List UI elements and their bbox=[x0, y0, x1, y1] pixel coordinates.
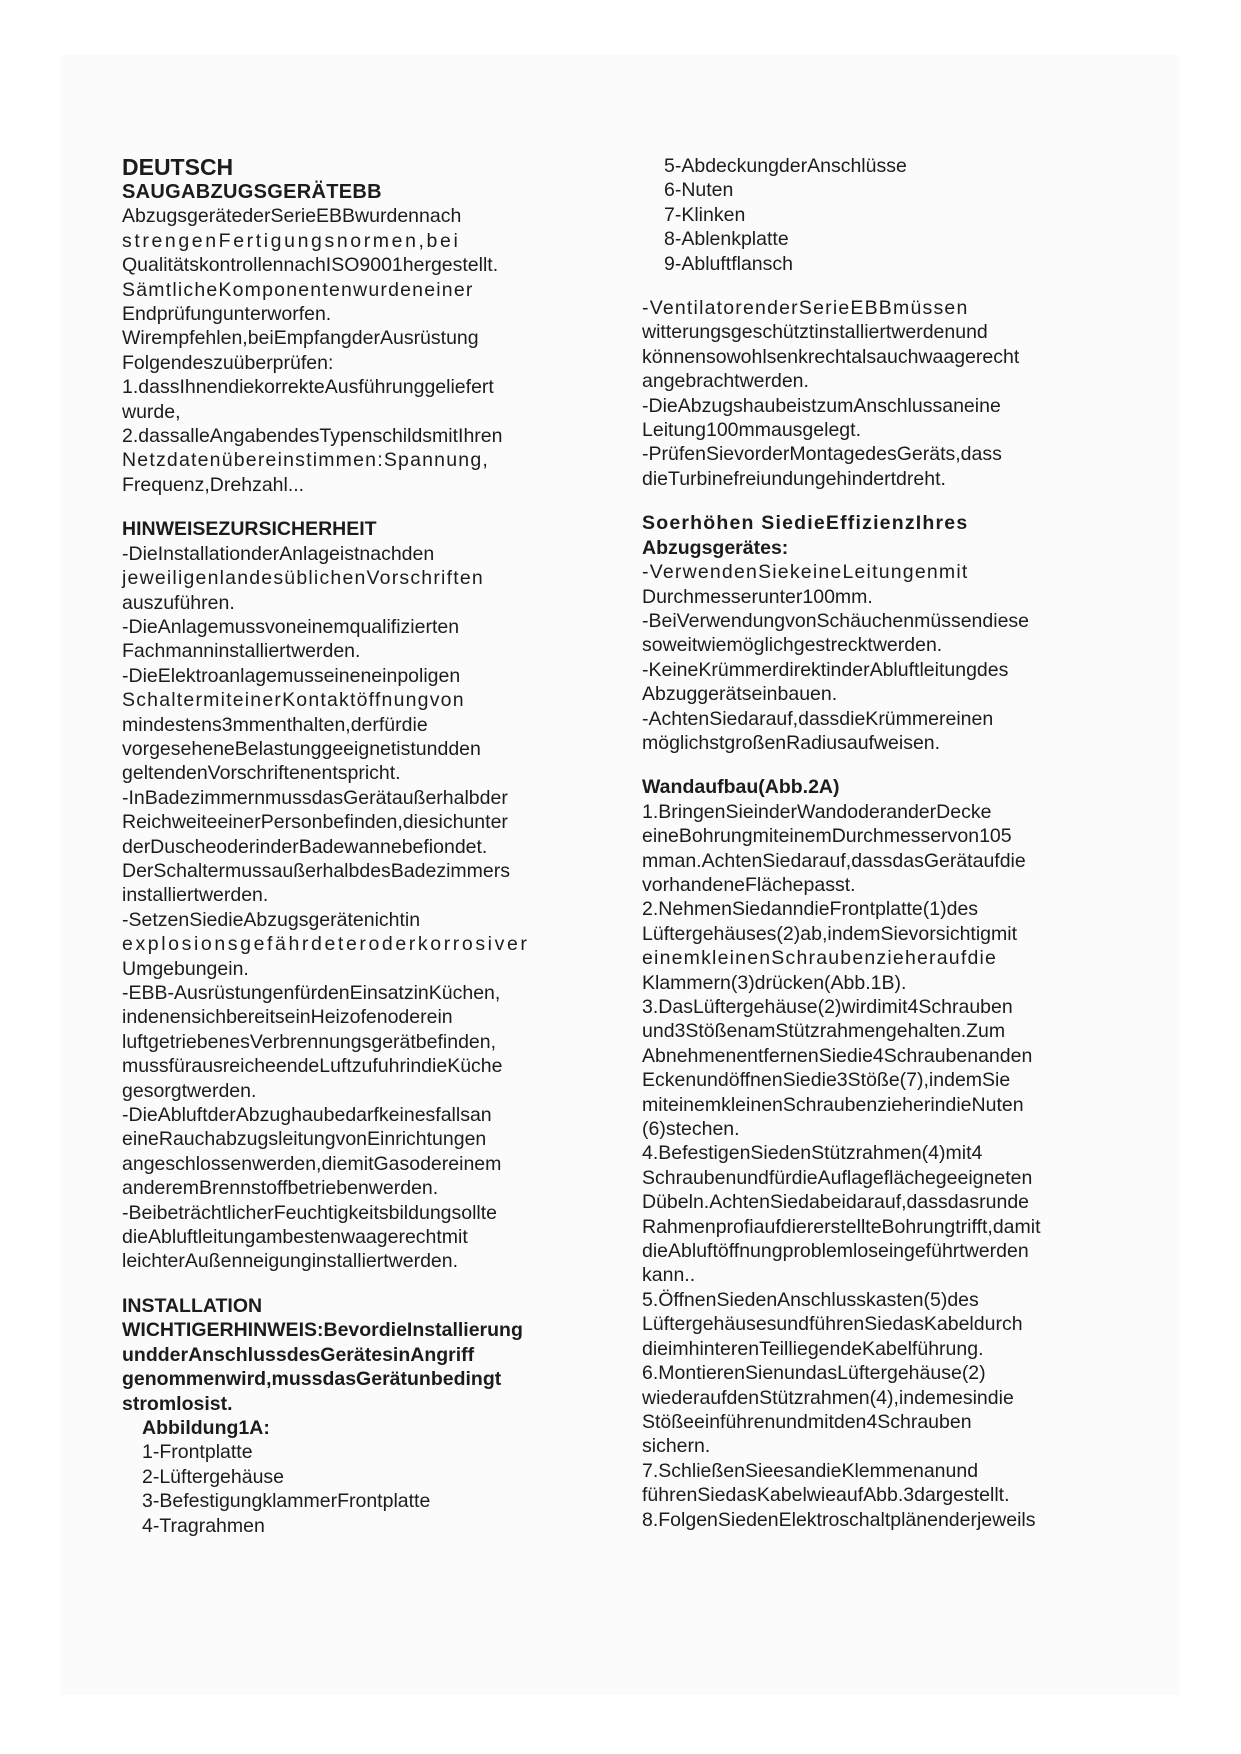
wall-line: eineBohrungmiteinemDurchmesservon105 bbox=[642, 825, 1012, 848]
wall-line: Dübeln.AchtenSiedabeidarauf,dassdasrunde bbox=[642, 1191, 1030, 1214]
safety-line: mindestens3mmenthalten,derfürdie bbox=[122, 713, 428, 736]
safety-line: derDuscheoderinderBadewannebefiondet. bbox=[122, 835, 488, 858]
safety-line: leichterAußenneigunginstalliertwerden. bbox=[122, 1250, 459, 1273]
figure-item: 7-Klinken bbox=[664, 203, 746, 226]
safety-line: geltendenVorschriftenentspricht. bbox=[122, 762, 401, 785]
wall-line: EckenundöffnenSiedie3Stöße(7),indemSie bbox=[642, 1069, 1011, 1092]
wall-line: 8.FolgenSiedenElektroschaltplänenderjeweils bbox=[642, 1508, 1036, 1531]
intro-line: Wirempfehlen,beiEmpfangderAusrüstung bbox=[122, 327, 479, 350]
safety-line: -BeibeträchtlicherFeuchtigkeitsbildungsollte bbox=[122, 1201, 498, 1224]
wall-line: (6)stechen. bbox=[642, 1118, 740, 1141]
wall-line: 5.ÖffnenSiedenAnschlusskasten(5)des bbox=[642, 1288, 979, 1311]
wall-line: LüftergehäusesundführenSiedasKabeldurch bbox=[642, 1313, 1023, 1336]
safety-line: jeweiligenlandesüblichenVorschriften bbox=[122, 567, 484, 590]
intro-line: SämtlicheKomponentenwurdeneiner bbox=[122, 278, 474, 301]
left-column bbox=[122, 154, 582, 1538]
figure-heading: Abbildung1A: bbox=[142, 1416, 270, 1439]
wall-mount-heading: Wandaufbau(Abb.2A) bbox=[642, 776, 840, 799]
wall-line: sichern. bbox=[642, 1435, 711, 1458]
safety-line: -EBB-AusrüstungenfürdenEinsatzinKüchen, bbox=[122, 982, 501, 1004]
warning-line: WICHTIGERHINWEIS:BevordieInstallierung bbox=[122, 1319, 523, 1342]
intro-line: Folgendeszuüberprüfen: bbox=[122, 351, 334, 374]
safety-line: auszuführen. bbox=[122, 591, 235, 614]
safety-line: Umgebungein. bbox=[122, 957, 249, 980]
language-title: DEUTSCH bbox=[122, 154, 234, 180]
safety-line: Fachmanninstalliertwerden. bbox=[122, 640, 361, 663]
wall-line: dieimhinterenTeilliegendeKabelführung. bbox=[642, 1337, 984, 1360]
intro-line: Endprüfungunterworfen. bbox=[122, 303, 332, 326]
safety-line: ReichweiteeinerPersonbefinden,diesichunter bbox=[122, 811, 508, 834]
efficiency-line: Durchmesserunter100mm. bbox=[642, 585, 873, 608]
notes-line: -VentilatorenderSerieEBBmüssen bbox=[642, 297, 969, 320]
wall-line: 1.BringenSieinderWandoderanderDecke bbox=[642, 800, 992, 823]
safety-line: indenensichbereitseinHeizofenoderein bbox=[122, 1006, 453, 1029]
notes-line: könnensowohlsenkrechtalsauchwaagerecht bbox=[642, 345, 1020, 368]
notes-line: Leitung100mmausgelegt. bbox=[642, 419, 861, 442]
wall-line: 2.NehmenSiedanndieFrontplatte(1)des bbox=[642, 898, 979, 921]
safety-line: -DieInstallationderAnlageistnachden bbox=[122, 542, 435, 565]
figure-item: 9-Abluftflansch bbox=[664, 252, 793, 275]
figure-item: 3-BefestigungklammerFrontplatte bbox=[142, 1490, 431, 1513]
wall-line: Klammern(3)drücken(Abb.1B). bbox=[642, 971, 907, 994]
safety-line: installiertwerden. bbox=[122, 884, 269, 907]
safety-line: -DieAbluftderAbzughaubedarfkeinesfallsan bbox=[122, 1104, 492, 1127]
efficiency-line: Abzuggerätseinbauen. bbox=[642, 683, 838, 706]
wall-line: einemkleinenSchraubenzieheraufdie bbox=[642, 947, 998, 970]
wall-line: 4.BefestigenSiedenStützrahmen(4)mit4 bbox=[642, 1142, 983, 1165]
wall-line: kann.. bbox=[642, 1264, 696, 1287]
safety-line: -DieAnlagemussvoneinemqualifizierten bbox=[122, 615, 460, 638]
safety-line: gesorgtwerden. bbox=[122, 1079, 257, 1102]
notes-line: witterungsgeschütztinstalliertwerdenund bbox=[642, 321, 988, 344]
warning-line: undderAnschlussdesGerätesinAngriff bbox=[122, 1343, 475, 1366]
intro-line: QualitätskontrollennachISO9001hergestellt. bbox=[122, 254, 499, 277]
warning-line: stromlosist. bbox=[122, 1392, 233, 1415]
safety-line: dieAbluftleitungambestenwaagerechtmit bbox=[122, 1226, 468, 1249]
efficiency-line: -BeiVerwendungvonSchäuchenmüssendiese bbox=[642, 609, 1030, 632]
intro-line: strengenFertigungsnormen,bei bbox=[122, 229, 461, 252]
figure-item: 1-Frontplatte bbox=[142, 1441, 253, 1464]
safety-line: vorgeseheneBelastunggeeignetistundden bbox=[122, 737, 481, 760]
notes-line: -DieAbzugshaubeistzumAnschlussaneine bbox=[642, 394, 1001, 417]
wall-line: 7.SchließenSieesandieKlemmenanund bbox=[642, 1459, 979, 1482]
wall-line: dieAbluftöffnungproblemloseingeführtwerden bbox=[642, 1240, 1029, 1263]
safety-line: -DieElektroanlagemusseineneinpoligen bbox=[122, 664, 461, 687]
safety-line: anderemBrennstoffbetriebenwerden. bbox=[122, 1177, 439, 1200]
figure-item: 5-AbdeckungderAnschlüsse bbox=[664, 155, 907, 177]
wall-line: vorhandeneFlächepasst. bbox=[642, 873, 856, 896]
safety-heading: HINWEISEZURSICHERHEIT bbox=[122, 518, 377, 541]
intro-line: Netzdatenübereinstimmen:Spannung, bbox=[122, 449, 489, 472]
safety-line: DerSchaltermussaußerhalbdesBadezimmers bbox=[122, 859, 510, 882]
wall-line: RahmenprofiaufdiererstellteBohrungtrifft,damit bbox=[642, 1215, 1041, 1238]
safety-line: explosionsgefährdeteroderkorrosiver bbox=[122, 933, 530, 956]
wall-line: mman.AchtenSiedarauf,dassdasGerätaufdie bbox=[642, 849, 1026, 872]
document-title: SAUGABZUGSGERÄTEBB bbox=[122, 181, 382, 203]
wall-line: AbnehmenentfernenSiedie4Schraubenanden bbox=[642, 1044, 1033, 1067]
right-column bbox=[642, 154, 1112, 1532]
safety-line: -InBadezimmernmussdasGerätaußerhalbder bbox=[122, 786, 508, 809]
wall-line: Lüftergehäuses(2)ab,indemSievorsichtigmit bbox=[642, 922, 1018, 945]
safety-line: -SetzenSiedieAbzugsgerätenichtin bbox=[122, 908, 421, 931]
safety-line: angeschlossenwerden,diemitGasodereinem bbox=[122, 1152, 502, 1175]
efficiency-line: -VerwendenSiekeineLeitungenmit bbox=[642, 561, 969, 584]
wall-line: führenSiedasKabelwieaufAbb.3dargestellt. bbox=[642, 1484, 1010, 1507]
efficiency-line: soweitwiemöglichgestrecktwerden. bbox=[642, 634, 943, 657]
warning-line: genommenwird,mussdasGerätunbedingt bbox=[122, 1368, 502, 1391]
efficiency-line: -KeineKrümmerdirektinderAbluftleitungdes bbox=[642, 658, 1009, 681]
wall-line: 3.DasLüftergehäuse(2)wirdimit4Schrauben bbox=[642, 996, 1013, 1018]
efficiency-heading: Soerhöhen SiedieEffizienzIhres bbox=[642, 512, 969, 535]
wall-line: 6.MontierenSienundasLüftergehäuse(2) bbox=[642, 1362, 986, 1385]
efficiency-heading-cont: Abzugsgerätes: bbox=[642, 536, 789, 559]
efficiency-line: -AchtenSiedarauf,dassdieKrümmereinen bbox=[642, 707, 994, 730]
wall-line: und3StößenamStützrahmengehalten.Zum bbox=[642, 1020, 1006, 1043]
installation-heading: INSTALLATION bbox=[122, 1294, 263, 1317]
safety-line: eineRauchabzugsleitungvonEinrichtungen bbox=[122, 1128, 487, 1151]
figure-item: 8-Ablenkplatte bbox=[664, 228, 789, 251]
wall-line: miteinemkleinenSchraubenzieherindieNuten bbox=[642, 1093, 1024, 1116]
figure-item: 6-Nuten bbox=[664, 179, 734, 202]
safety-line: SchaltermiteinerKontaktöffnungvon bbox=[122, 689, 465, 712]
intro-line: 1.dassIhnendiekorrekteAusführunggeliefert bbox=[122, 376, 494, 399]
figure-item: 4-Tragrahmen bbox=[142, 1514, 265, 1537]
intro-line: 2.dassalleAngabendesTypenschildsmitIhren bbox=[122, 425, 503, 448]
wall-line: Stößeeinführenundmitden4Schrauben bbox=[642, 1410, 972, 1433]
intro-line: wurde, bbox=[122, 400, 181, 423]
wall-line: wiederaufdenStützrahmen(4),indemesindie bbox=[642, 1386, 1014, 1409]
notes-line: -PrüfenSievorderMontagedesGeräts,dass bbox=[642, 443, 1002, 466]
intro-line: AbzugsgerätederSerieEBBwurdennach bbox=[122, 205, 462, 228]
intro-line: Frequenz,Drehzahl... bbox=[122, 473, 305, 496]
notes-line: angebrachtwerden. bbox=[642, 370, 809, 393]
safety-line: luftgetriebenesVerbrennungsgerätbefinden, bbox=[122, 1030, 497, 1053]
efficiency-line: möglichstgroßenRadiusaufweisen. bbox=[642, 731, 941, 754]
figure-item: 2-Lüftergehäuse bbox=[142, 1465, 285, 1488]
wall-line: SchraubenundfürdieAuflageflächegeeigneten bbox=[642, 1166, 1033, 1189]
safety-line: mussfürausreicheendeLuftzufuhrindieKüche bbox=[122, 1055, 503, 1078]
notes-line: dieTurbinefreiundungehindertdreht. bbox=[642, 467, 946, 490]
